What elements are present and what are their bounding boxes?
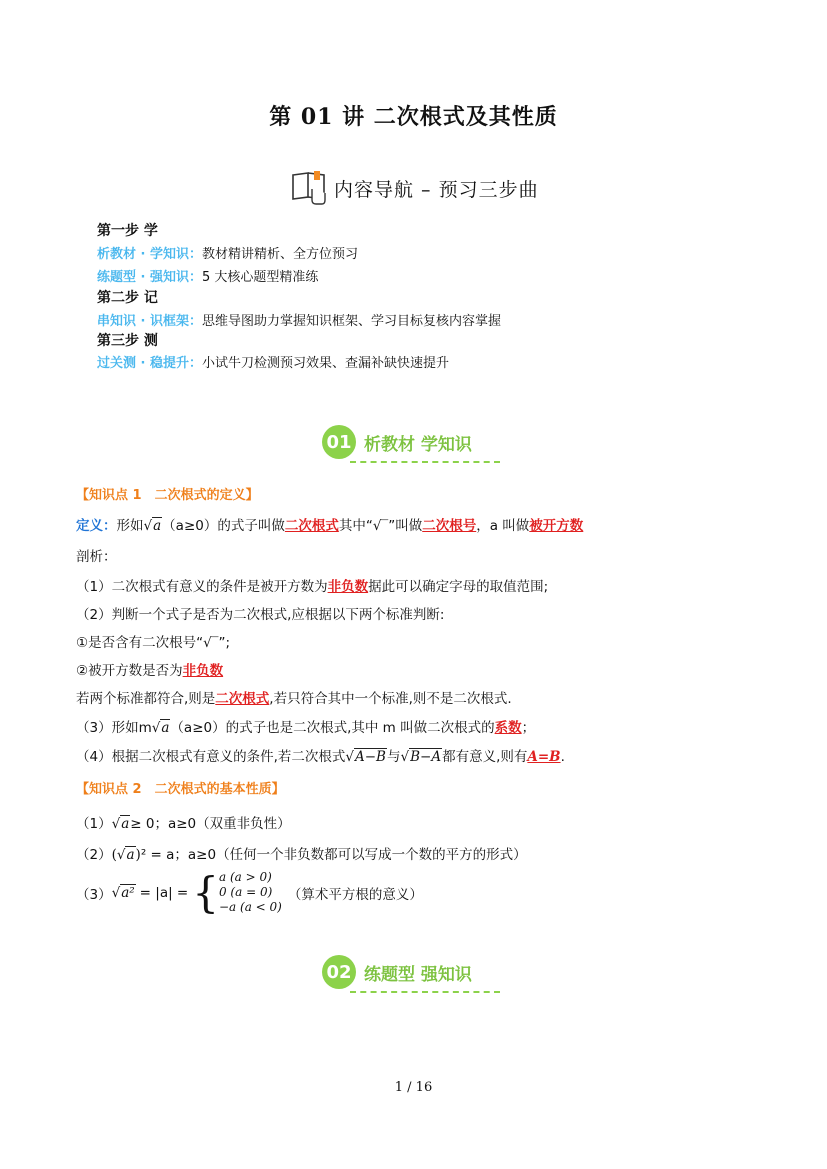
analysis-line-7: （4）根据二次根式有意义的条件,若二次根式√A−B与√B−A都有意义,则有A=B.: [76, 749, 565, 765]
analysis-line-1: （1）二次根式有意义的条件是被开方数为非负数据此可以确定字母的取值范围;: [76, 579, 549, 595]
analysis-line-3: ①是否含有二次根号“√‾”;: [76, 635, 231, 651]
analysis-line-4: ②被开方数是否为非负数: [76, 663, 224, 679]
section-number: 02: [322, 955, 356, 989]
property-1: （1）√a≥ 0；a≥0（双重非负性）: [76, 816, 291, 832]
section-number: 01: [322, 425, 356, 459]
section-divider: [350, 991, 500, 993]
section-badge-2: [322, 955, 500, 993]
knowledge-point-1: 【知识点 1 二次根式的定义】: [76, 488, 259, 503]
definition-line: 定义：形如√a（a≥0）的式子叫做二次根式其中“√‾”叫做二次根号，a 叫做被开方数: [76, 518, 584, 534]
analysis-label: 剖析：: [76, 549, 117, 565]
step-1-heading: 第一步 学: [97, 223, 158, 239]
step-line-3: 串知识 · 识框架：思维导图助力掌握知识框架、学习目标复核内容掌握: [97, 314, 502, 329]
analysis-line-6: （3）形如m√a（a≥0）的式子也是二次根式,其中 m 叫做二次根式的系数；: [76, 720, 536, 736]
property-3: （3） √a² = |a| = { a (a > 0) 0 (a = 0) −a (a < 0) （算术平方根的意义）: [76, 867, 423, 917]
step-3-heading: 第三步 测: [97, 333, 158, 349]
step-2-heading: 第二步 记: [97, 290, 158, 306]
section-divider: [350, 461, 500, 463]
knowledge-point-2: 【知识点 2 二次根式的基本性质】: [76, 782, 285, 797]
section-badge-1: [322, 425, 500, 463]
section-title: 析教材 学知识: [364, 434, 472, 455]
analysis-line-5: 若两个标准都符合,则是二次根式,若只符合其中一个标准,则不是二次根式.: [76, 691, 512, 707]
step-line-4: 过关测 · 稳提升：小试牛刀检测预习效果、查漏补缺快速提升: [97, 356, 450, 371]
step-line-2: 练题型 · 强知识：5 大核心题型精准练: [97, 270, 319, 285]
content-nav: [290, 168, 539, 208]
book-hand-icon: [290, 167, 330, 209]
nav-label: 内容导航 – 预习三步曲: [334, 178, 539, 201]
page-number: 1 / 16: [394, 1080, 433, 1095]
property-2: （2）(√a)² = a；a≥0（任何一个非负数都可以写成一个数的平方的形式）: [76, 847, 527, 863]
analysis-line-2: （2）判断一个式子是否为二次根式,应根据以下两个标准判断:: [76, 607, 445, 623]
page-title: 第 01 讲 二次根式及其性质: [269, 104, 558, 130]
section-title: 练题型 强知识: [364, 964, 472, 985]
piecewise-cases: a (a > 0) 0 (a = 0) −a (a < 0): [218, 870, 282, 914]
step-line-1: 析教材 · 学知识：教材精讲精析、全方位预习: [97, 247, 359, 262]
